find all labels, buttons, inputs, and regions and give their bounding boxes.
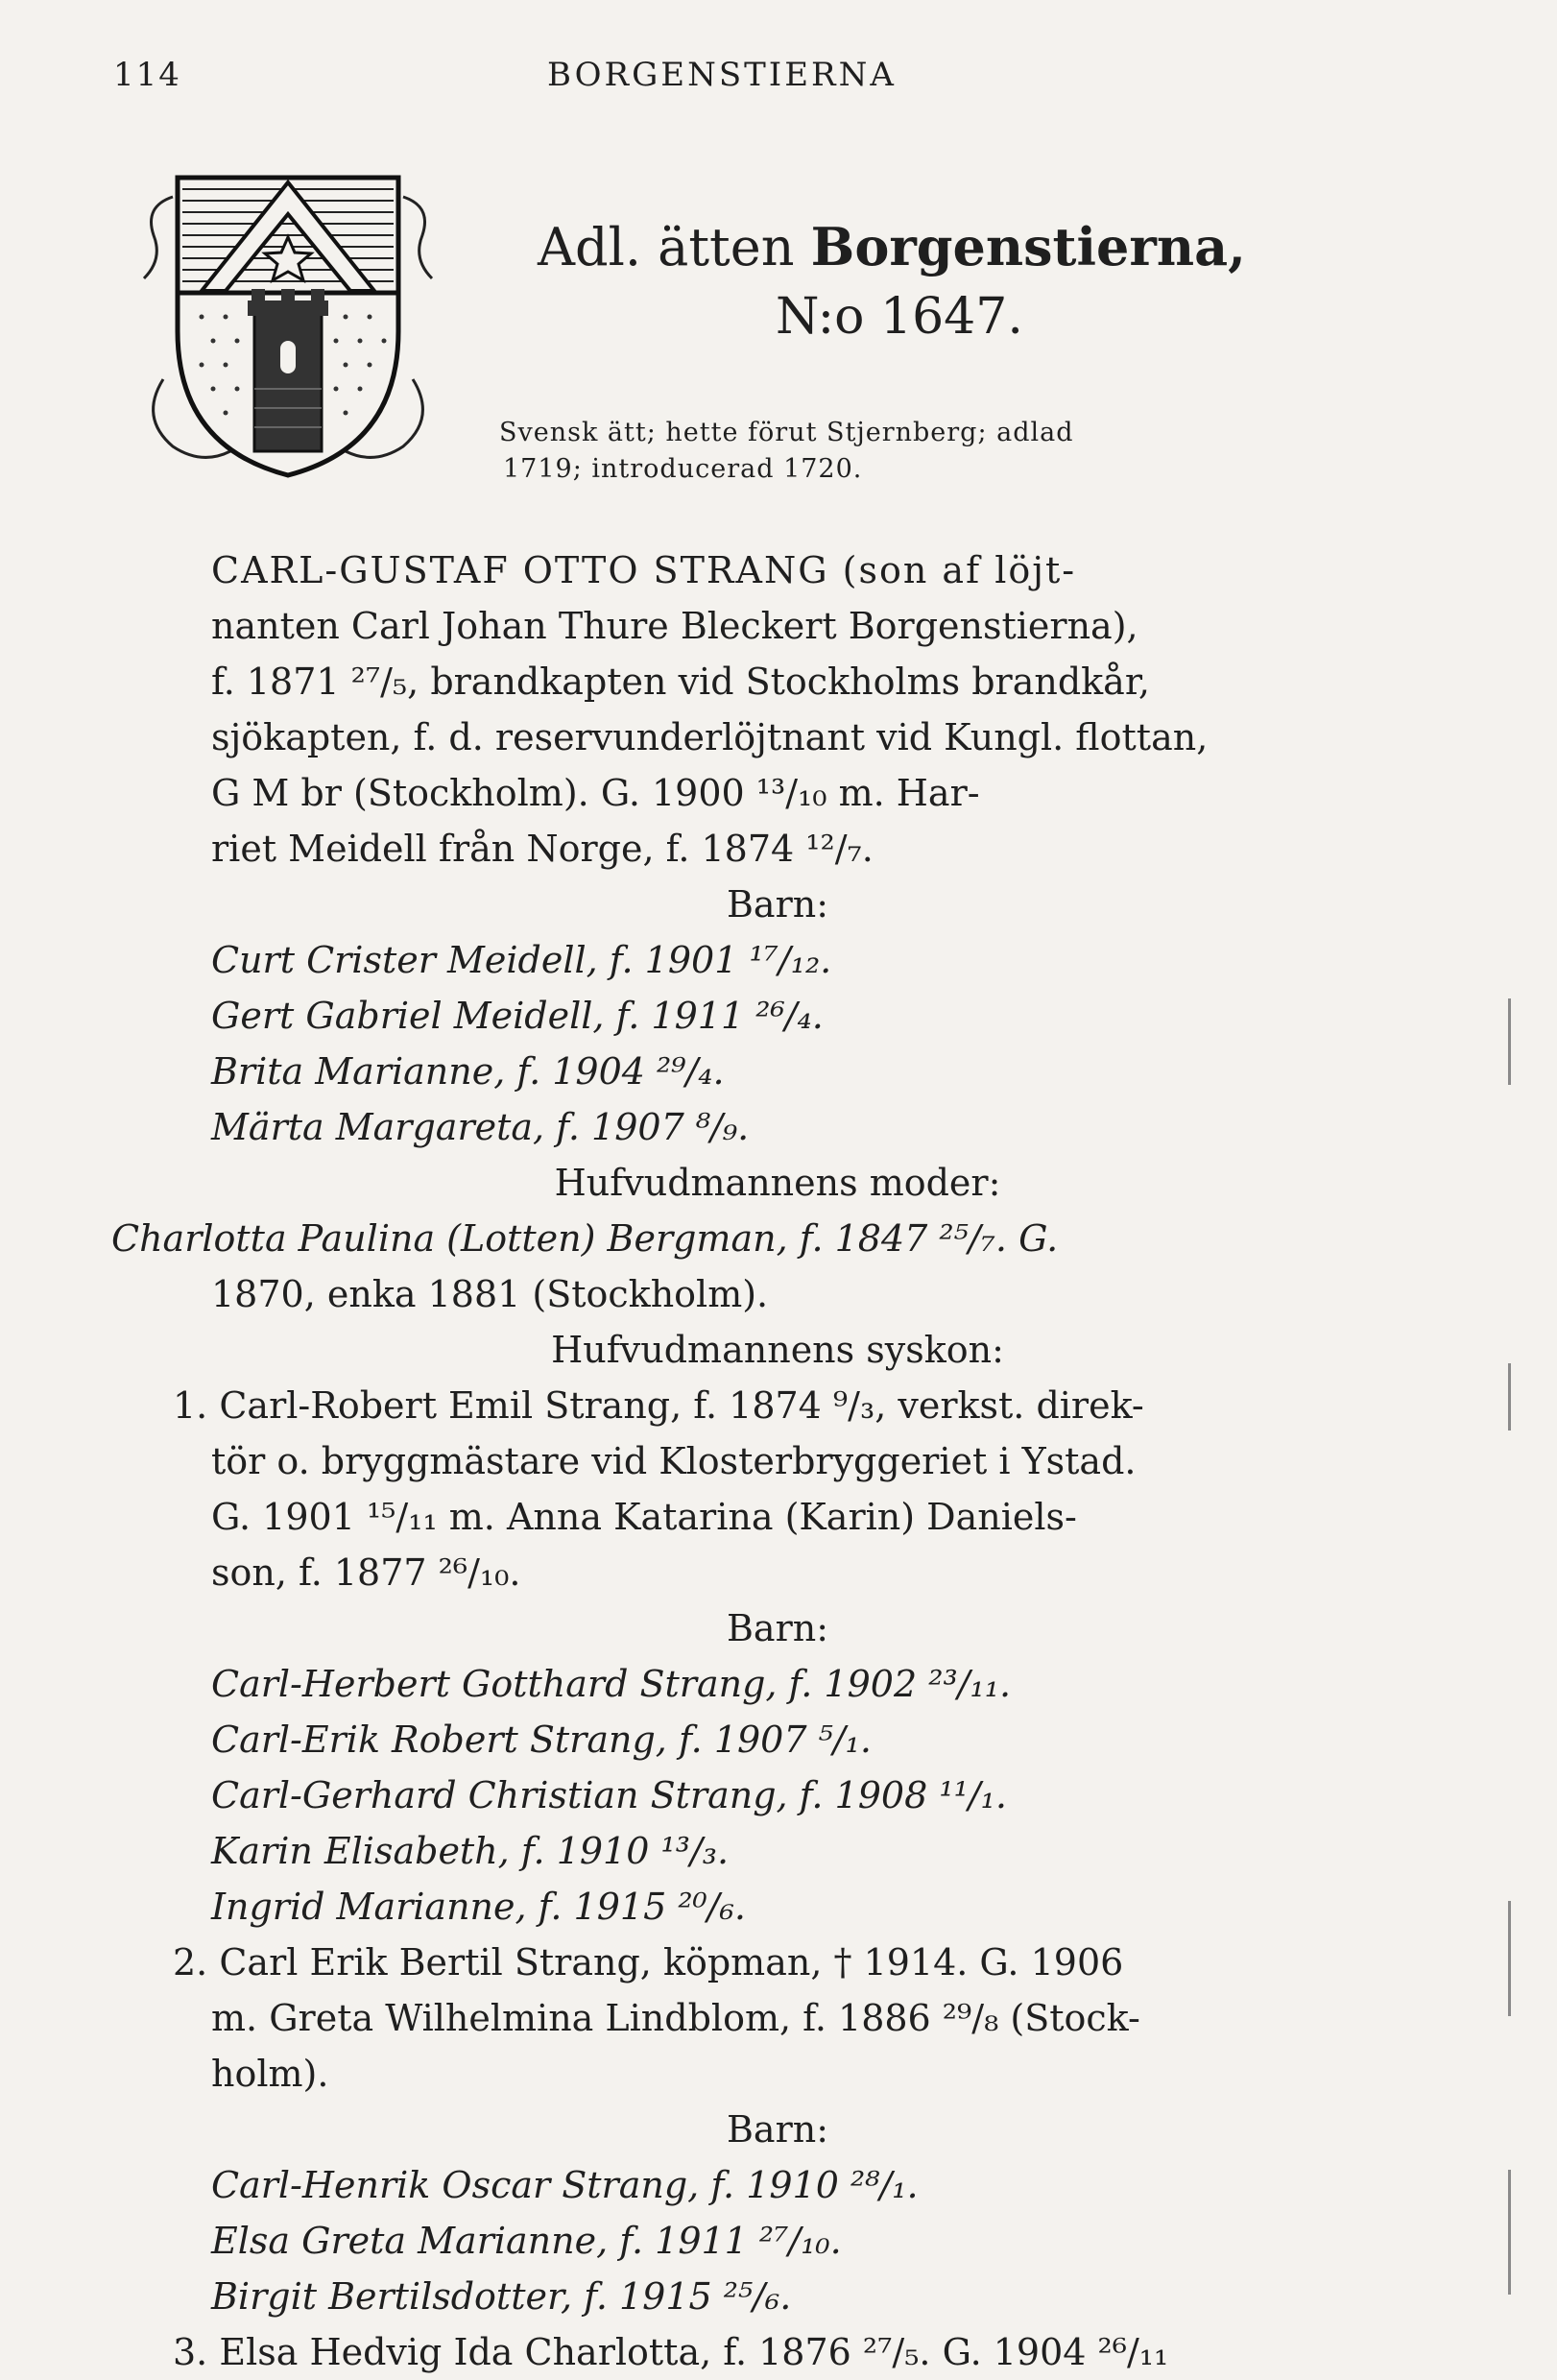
section-heading: Barn: [726, 883, 829, 926]
section-heading: Hufvudmannens moder: [554, 1162, 1001, 1204]
family-number: N:o 1647. [776, 288, 1023, 346]
text-line: sjökapten, f. d. reservunderlöjtnant vid Kungl. flottan, [211, 716, 1209, 758]
text-line: G. 1901 ¹⁵/₁₁ m. Anna Katarina (Karin) Daniels- [211, 1496, 1077, 1538]
description-line: Svensk ätt; hette förut Stjernberg; adlad [499, 418, 1074, 447]
running-title: BORGENSTIERNA [547, 56, 897, 94]
text-line: nanten Carl Johan Thure Bleckert Borgenstierna), [211, 605, 1138, 647]
family-description [499, 415, 1074, 488]
family-title [538, 216, 1246, 277]
section-heading: Barn: [726, 2108, 829, 2151]
coat-of-arms-icon [134, 158, 442, 485]
page-edge-mark [1508, 998, 1511, 1085]
genealogy-text [111, 542, 1344, 2380]
child-entry: Carl-Gerhard Christian Strang, f. 1908 ¹¹/₁. [211, 1774, 1007, 1816]
child-entry: Carl-Henrik Oscar Strang, f. 1910 ²⁸/₁. [211, 2164, 919, 2206]
text-line: f. 1871 ²⁷/₅, brandkapten vid Stockholms brandkår, [211, 661, 1150, 703]
text-line: holm). [211, 2053, 329, 2095]
child-entry: Elsa Greta Marianne, f. 1911 ²⁷/₁₀. [211, 2220, 842, 2262]
page-number: 114 [113, 56, 181, 94]
title-prefix: Adl. ätten [538, 217, 795, 277]
page-edge-mark [1508, 1901, 1511, 2016]
child-entry: Birgit Bertilsdotter, f. 1915 ²⁵/₆. [211, 2275, 792, 2318]
page-edge-mark [1508, 1363, 1511, 1430]
description-line: 1719; introducerad 1720. [503, 454, 863, 484]
text-line: m. Greta Wilhelmina Lindblom, f. 1886 ²⁹/₈ (Stock- [211, 1997, 1140, 2039]
child-entry: Märta Margareta, f. 1907 ⁸/₉. [211, 1106, 750, 1148]
child-entry: Carl-Herbert Gotthard Strang, f. 1902 ²³/₁₁. [211, 1663, 1012, 1705]
text-line: son, f. 1877 ²⁶/₁₀. [211, 1551, 521, 1594]
text-line: G M br (Stockholm). G. 1900 ¹³/₁₀ m. Har- [211, 772, 980, 814]
text-line: CARL-GUSTAF OTTO STRANG (son af löjt- [211, 549, 1077, 591]
child-entry: Ingrid Marianne, f. 1915 ²⁰/₆. [211, 1886, 746, 1928]
section-heading: Hufvudmannens syskon: [551, 1329, 1004, 1371]
sibling-entry: 1. Carl-Robert Emil Strang, f. 1874 ⁹/₃, verkst. direk- [173, 1384, 1144, 1427]
sibling-entry: 3. Elsa Hedvig Ida Charlotta, f. 1876 ²⁷/₅. G. 1904 ²⁶/₁₁ [173, 2331, 1169, 2373]
child-entry: Gert Gabriel Meidell, f. 1911 ²⁶/₄. [211, 995, 824, 1037]
sibling-entry: 2. Carl Erik Bertil Strang, köpman, † 1914. G. 1906 [173, 1941, 1124, 1983]
child-entry: Brita Marianne, f. 1904 ²⁹/₄. [211, 1050, 725, 1093]
family-name: Borgenstierna, [810, 216, 1246, 277]
child-entry: Carl-Erik Robert Strang, f. 1907 ⁵/₁. [211, 1719, 872, 1761]
child-entry: Curt Crister Meidell, f. 1901 ¹⁷/₁₂. [211, 939, 832, 981]
text-line: tör o. bryggmästare vid Klosterbryggeriet i Ystad. [211, 1440, 1137, 1482]
section-heading: Barn: [726, 1607, 829, 1649]
running-header [113, 56, 900, 104]
page-edge-mark [1508, 2170, 1511, 2295]
mother-entry: Charlotta Paulina (Lotten) Bergman, f. 1847 ²⁵/₇. G. [111, 1217, 1059, 1260]
text-line: riet Meidell från Norge, f. 1874 ¹²/₇. [211, 828, 874, 870]
text-line: 1870, enka 1881 (Stockholm). [211, 1273, 769, 1315]
child-entry: Karin Elisabeth, f. 1910 ¹³/₃. [211, 1830, 730, 1872]
